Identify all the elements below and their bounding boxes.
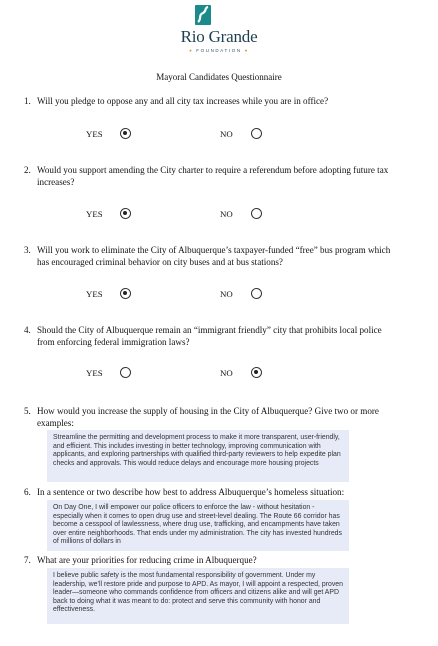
q1-yes-label: YES: [86, 129, 103, 139]
question-text: In a sentence or two describe how best to address Albuquerque’s homeless situation:: [37, 487, 345, 497]
question-number: 4.: [24, 325, 31, 335]
q1-yes-radio[interactable]: [120, 128, 131, 139]
question-text: How would you increase the supply of housing in the City of Albuquerque? Give two or more examples:: [37, 406, 379, 429]
q3-yes-label: YES: [86, 289, 103, 299]
question-text: Should the City of Albuquerque remain an “immigrant friendly” city that prohibits local police from enforcing federal immigration laws?: [37, 325, 382, 348]
q2-no-radio[interactable]: [251, 208, 262, 219]
question-number: 7.: [24, 555, 31, 565]
question-3: [24, 244, 396, 268]
question-number: 1.: [24, 96, 31, 106]
org-name: Rio Grande: [180, 27, 258, 46]
q4-no-label: NO: [220, 368, 233, 378]
q2-yes-radio[interactable]: [120, 208, 131, 219]
q3-yes-radio[interactable]: [120, 288, 131, 299]
q2-yes-label: YES: [86, 209, 103, 219]
question-number: 6.: [24, 487, 31, 497]
question-1: [24, 95, 396, 107]
q7-answer-field[interactable]: I believe public safety is the most fundamental responsibility of government. Under my leadership, we’ll restore pride and purpose to APD. As mayor, I will appoint a respected, proven leader—someone who commands confidence from officers and citizens alike and will get APD back to doing what it was meant to do: protect and serve this community with honor and effectiveness.: [47, 568, 349, 624]
org-logo: [0, 0, 438, 70]
q1-no-radio[interactable]: [251, 128, 262, 139]
question-text: What are your priorities for reducing crime in Albuquerque?: [37, 555, 257, 565]
document-title: Mayoral Candidates Questionnaire: [156, 72, 282, 82]
question-number: 2.: [24, 165, 31, 175]
q3-no-radio[interactable]: [251, 288, 262, 299]
org-subtitle-text: FOUNDATION: [196, 48, 242, 53]
question-6: [24, 486, 396, 498]
q4-yes-label: YES: [86, 368, 103, 378]
question-text: Would you support amending the City charter to require a referendum before adopting future tax increases?: [37, 165, 389, 188]
question-text: Will you work to eliminate the City of Albuquerque’s taxpayer-funded “free” bus program which has encouraged criminal behavior on city buses and at bus stations?: [37, 245, 391, 268]
q5-answer-field[interactable]: Streamline the permitting and development process to make it more transparent, user-friendly, and efficient. This includes investing in better technology, improving communication with applicants, and exploring partnerships with qualified third-party reviewers to help expedite plan checks and approvals. This would reduce delays and encourage more housing projects: [47, 430, 349, 482]
q3-no-label: NO: [220, 289, 233, 299]
question-number: 3.: [24, 245, 31, 255]
q6-answer-field[interactable]: On Day One, I will empower our police officers to enforce the law - without hesitation - especially when it comes to open drug use and street-level dealing. The Route 66 corridor has become a cesspool of lawlessness, where drug use, trafficking, and encampments have taken over entire neighborhoods. That ends under my administration. The city has invested hundreds of millions of dollars in: [47, 500, 349, 551]
question-2: [24, 164, 396, 188]
rio-grande-logo-icon: [195, 5, 211, 25]
question-4: [24, 324, 396, 348]
q4-no-radio[interactable]: [251, 367, 262, 378]
question-text: Will you pledge to oppose any and all city tax increases while you are in office?: [37, 96, 329, 106]
org-subtitle: ● FOUNDATION ●: [189, 48, 249, 53]
q4-yes-radio[interactable]: [120, 367, 131, 378]
q1-no-label: NO: [220, 129, 233, 139]
question-number: 5.: [24, 406, 31, 416]
q2-no-label: NO: [220, 209, 233, 219]
question-7: [24, 554, 396, 566]
question-5: [24, 405, 396, 429]
